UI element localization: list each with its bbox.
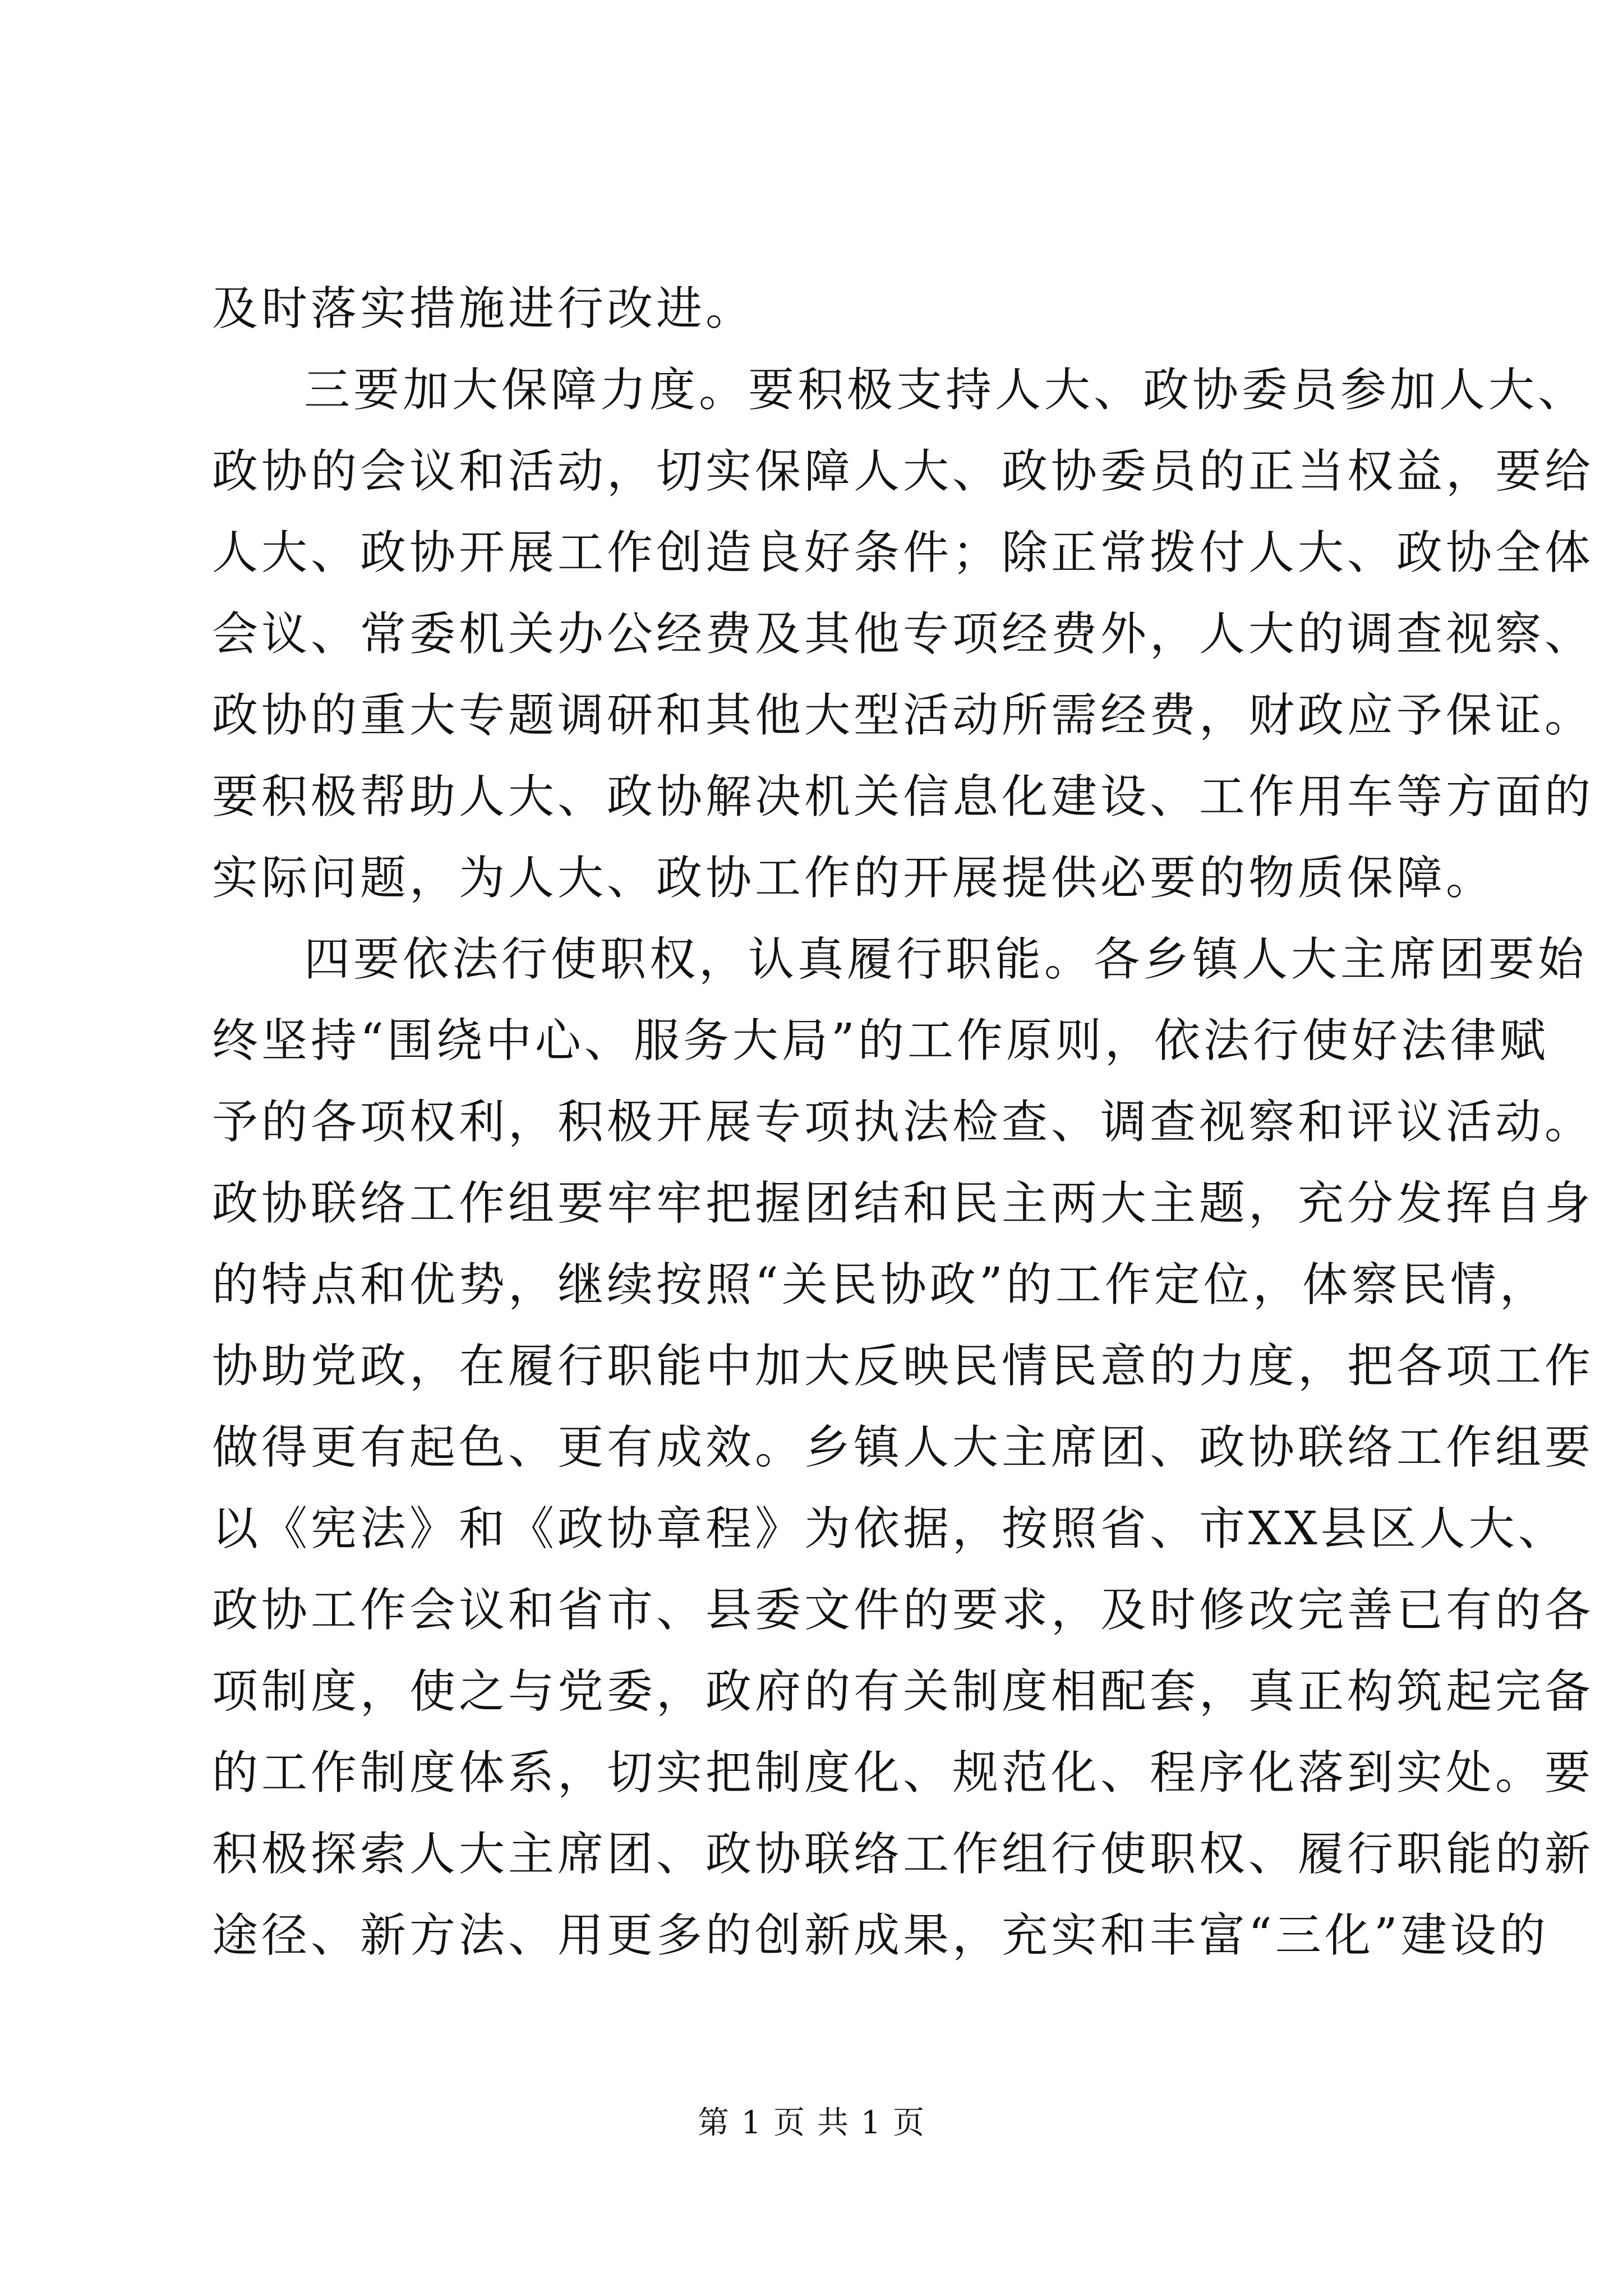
text-line: 政协工作会议和省市、县委文件的要求，及时修改完善已有的各 [212, 1584, 1594, 1637]
paragraph-first-line: 三要加大保障力度。要积极支持人大、政协委员参加人大、 [304, 364, 1588, 417]
text-line: 的工作制度体系，切实把制度化、规范化、程序化落到实处。要 [212, 1746, 1594, 1800]
text-line: 人大、政协开展工作创造良好条件；除正常拨付人大、政协全体 [212, 526, 1594, 579]
text-line: 协助党政，在履行职能中加大反映民情民意的力度，把各项工作 [212, 1340, 1594, 1393]
text-line: 政协的会议和活动，切实保障人大、政协委员的正当权益，要给 [212, 445, 1594, 498]
text-line: 积极探索人大主席团、政协联络工作组行使职权、履行职能的新 [212, 1828, 1594, 1881]
document-body [212, 268, 1594, 1976]
text-line: 予的各项权利，积极开展专项执法检查、调查视察和评议活动。 [212, 1096, 1594, 1149]
text-line: 项制度，使之与党委，政府的有关制度相配套，真正构筑起完备 [212, 1665, 1594, 1718]
text-line: 的特点和优势，继续按照“关民协政”的工作定位，体察民情， [212, 1258, 1549, 1312]
paragraph-first-line: 四要依法行使职权，认真履行职能。各乡镇人大主席团要始 [304, 933, 1588, 986]
text-line: 及时落实措施进行改进。 [212, 282, 755, 335]
text-line: 要积极帮助人大、政协解决机关信息化建设、工作用车等方面的 [212, 770, 1594, 823]
text-line: 途径、新方法、用更多的创新成果，充实和丰富“三化”建设的 [212, 1909, 1549, 1962]
text-line: 以《宪法》和《政协章程》为依据，按照省、市XX县区人大、 [212, 1502, 1567, 1556]
text-line: 终坚持“围绕中心、服务大局”的工作原则，依法行使好法律赋 [212, 1014, 1549, 1068]
text-line: 政协的重大专题调研和其他大型活动所需经费，财政应予保证。 [212, 689, 1594, 742]
text-line: 做得更有起色、更有成效。乡镇人大主席团、政协联络工作组要 [212, 1421, 1594, 1474]
text-line: 会议、常委机关办公经费及其他专项经费外，人大的调查视察、 [212, 608, 1594, 661]
page-footer: 第 1 页 共 1 页 [697, 2105, 926, 2141]
text-line: 政协联络工作组要牢牢把握团结和民主两大主题，充分发挥自身 [212, 1177, 1594, 1230]
text-line: 实际问题，为人大、政协工作的开展提供必要的物质保障。 [212, 852, 1496, 905]
